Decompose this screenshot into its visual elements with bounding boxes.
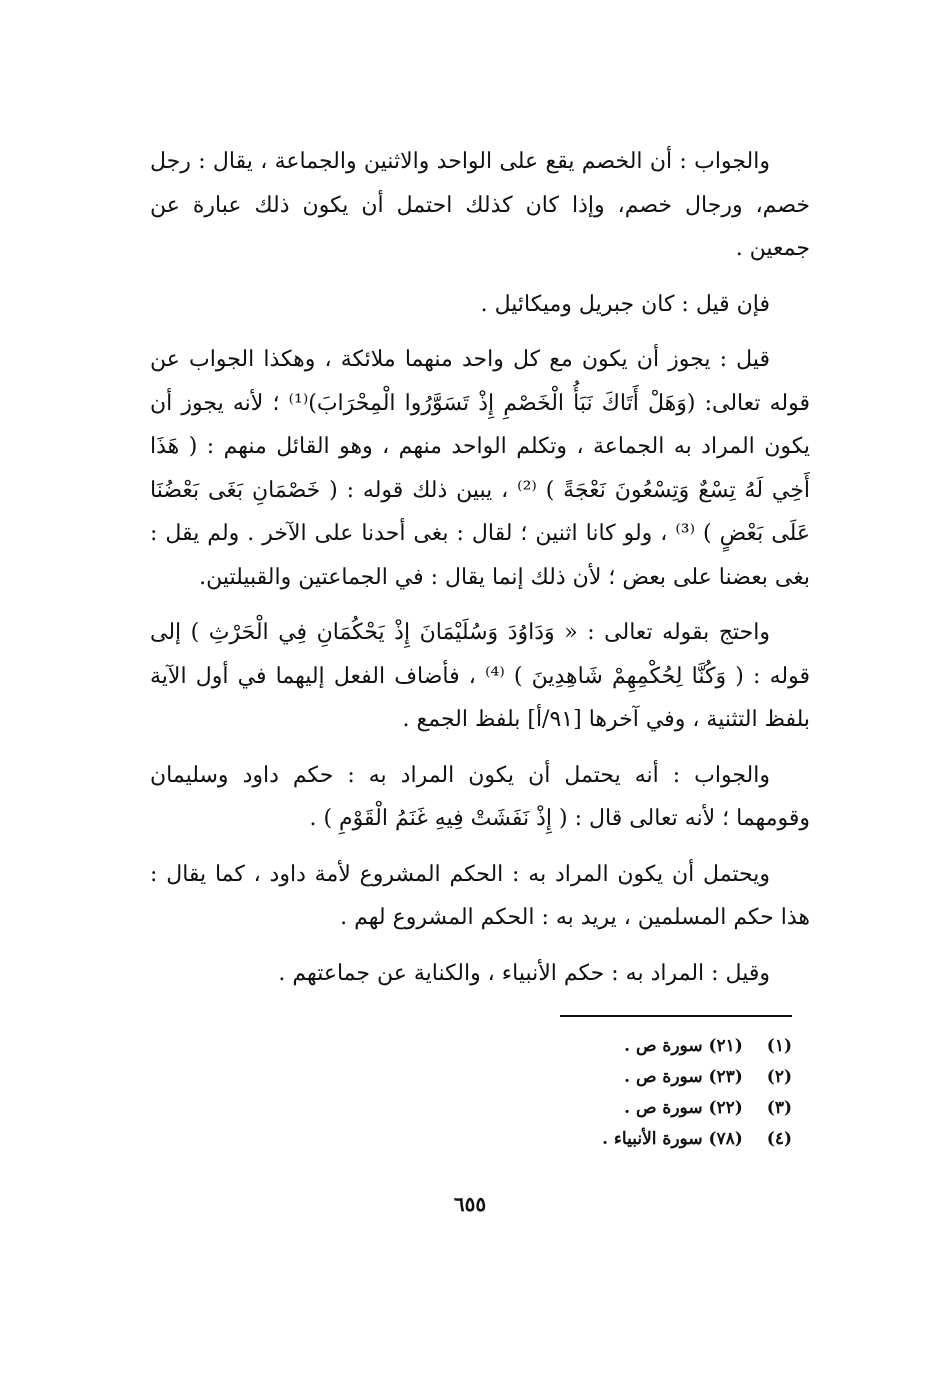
paragraph: والجواب : أن الخصم يقع على الواحد والاثنين والجماعة ، يقال : رجل خصم، ورجال خصم، وإذا كان كذلك احتمل أن يكون ذلك عبارة عن جمعين . <box>150 149 810 261</box>
paragraph: ويحتمل أن يكون المراد به : الحكم المشروع لأمة داود ، كما يقال : هذا حكم المسلمين ، يريد به : الحكم المشروع لهم . <box>150 861 810 930</box>
footnote-text: (٢١) سورة ص . <box>624 1036 743 1056</box>
footnote-text: (٢٣) سورة ص . <box>624 1067 743 1087</box>
footnote-number: (٢) <box>766 1067 792 1087</box>
paragraph: والجواب : أنه يحتمل أن يكون المراد به : حكم داود وسليمان وقومهما ؛ لأنه تعالى قال : ( إِذْ نَفَشَتْ فِيهِ غَنَمُ الْقَوْمِ ) . <box>150 762 810 831</box>
paragraph: فإن قيل : كان جبريل وميكائيل . <box>480 291 770 317</box>
paragraph: قيل : يجوز أن يكون مع كل واحد منهما ملائكة ، وهكذا الجواب عن قوله تعالى: (وَهَلْ أَتَاكَ نَبَأُ الْخَصْمِ إِذْ تَسَوَّرُوا الْمِحْرَابَ)⁽¹⁾ ؛ لأنه يجوز أن يكون المراد به الجماعة ، وتكلم الواحد منهم ، وهو القائل منهم : ( هَذَا أَخِي لَهُ تِسْعٌ وَتِسْعُونَ نَعْجَةً ) ⁽²⁾ ، يبين ذلك قوله : ( خَصْمَانِ بَغَى بَعْضُنَا عَلَى بَعْضٍ ) ⁽³⁾ ، ولو كانا اثنين ؛ لقال : بغى أحدنا على الآخر . ولم يقل : بغى بعضنا على بعض ؛ لأن ذلك إنما يقال : في الجماعتين والقبيلتين. <box>150 347 811 590</box>
footnote-number: (٤) <box>766 1129 792 1149</box>
footnote <box>560 1124 792 1155</box>
footnote-number: (١) <box>766 1036 792 1056</box>
page-number: ٦٥٥ <box>453 1192 487 1216</box>
paragraph: وقيل : المراد به : حكم الأنبياء ، والكناية عن جماعتهم . <box>278 960 770 986</box>
page-body <box>150 140 810 1007</box>
footnote-number: (٣) <box>766 1098 792 1118</box>
footnote <box>560 1093 792 1124</box>
footnote-text: (٧٨) سورة الأنبياء . <box>602 1129 743 1149</box>
footnote <box>560 1062 792 1093</box>
paragraph: واحتج بقوله تعالى : « وَدَاوُدَ وَسُلَيْمَانَ إِذْ يَحْكُمَانِ فِي الْحَرْثِ ) إلى قوله : ( وَكُنَّا لِحُكْمِهِمْ شَاهِدِينَ ) ⁽⁴⁾ ، فأضاف الفعل إليهما في أول الآية بلفظ التثنية ، وفي آخرها [٩١/أ] بلفظ الجمع . <box>150 620 810 732</box>
footnotes <box>560 1015 792 1155</box>
footnote-text: (٢٢) سورة ص . <box>624 1098 743 1118</box>
footnote <box>560 1031 792 1062</box>
